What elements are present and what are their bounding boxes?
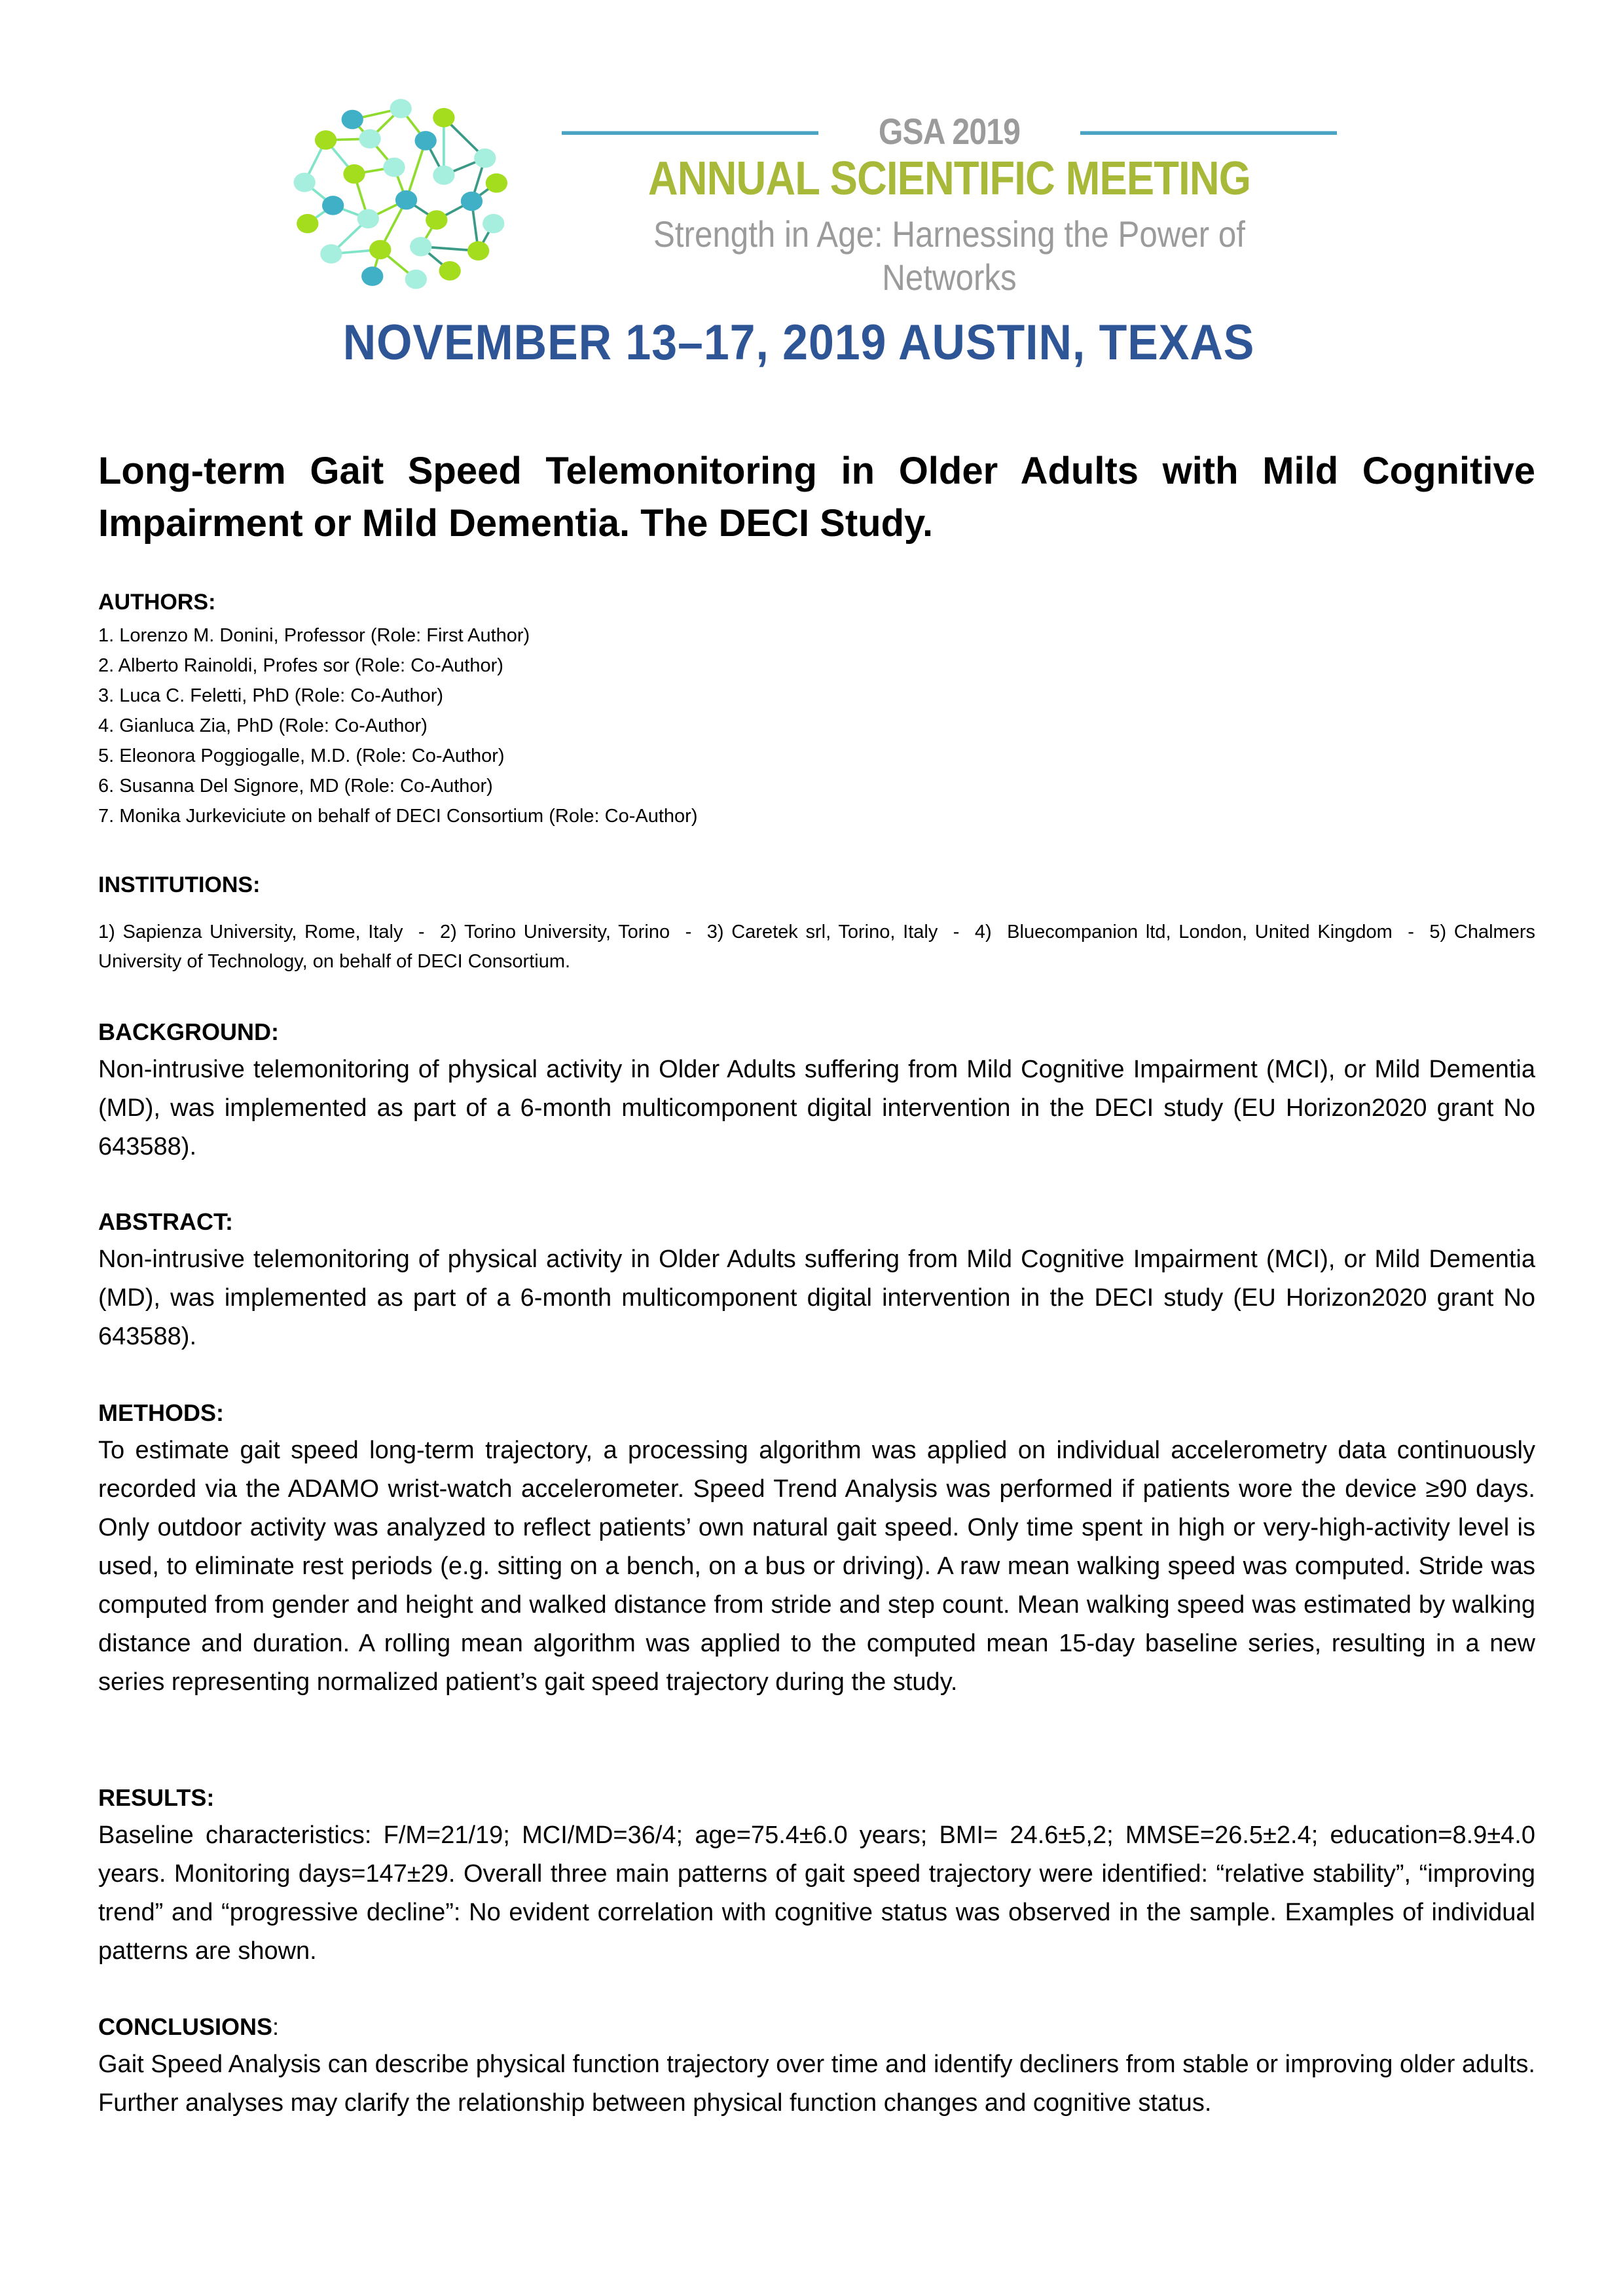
decorative-rule-right [1080, 131, 1337, 135]
event-dates-location: NOVEMBER 13–17, 2019 AUSTIN, TEXAS [342, 315, 1255, 370]
authors-list [98, 620, 1535, 831]
abstract-text: Non-intrusive telemonitoring of physical activity in Older Adults suffering from Mild Cognitive Impairment (MCI), or Mild Dementia (MD), was implemented as part of a 6-month multicomponent digital intervention in the DECI study (EU Horizon2020 grant No 643588). [98, 1246, 1535, 1350]
paper-title: Long-term Gait Speed Telemonitoring in Older Adults with Mild Cognitive Impairment or Mild Dementia. The DECI Study. [98, 450, 1535, 545]
author-item: 1. Lorenzo M. Donini, Professor (Role: First Author) [98, 625, 530, 646]
institutions-heading: INSTITUTIONS: [98, 872, 261, 897]
authors-section [98, 588, 1535, 831]
author-item: 3. Luca C. Feletti, PhD (Role: Co-Author) [98, 685, 444, 706]
event-name: ANNUAL SCIENTIFIC MEETING [647, 152, 1251, 205]
tagline-line-1: Strength in Age: Harnessing the Power of [653, 213, 1246, 255]
methods-heading: METHODS: [98, 1399, 224, 1426]
conclusions-heading-colon: : [272, 2013, 280, 2040]
conclusions-heading-label: CONCLUSIONS [98, 2013, 273, 2040]
results-text: Baseline characteristics: F/M=21/19; MCI/MD=36/4; age=75.4±6.0 years; BMI= 24.6±5,2; MMSE=26.5±2.4; education=8.9±4.0 years. Monitoring days=147±29. Overall three main patterns of gait speed trajectory were identified: “relative stability”, “improving trend” and “progressive decline”: No evident correlation with cognitive status was observed in the sample. Examples of individual patterns are shown. [98, 1821, 1535, 1965]
conclusions-heading [98, 2013, 1535, 2041]
authors-heading: AUTHORS: [98, 590, 216, 615]
author-item: 6. Susanna Del Signore, MD (Role: Co-Author) [98, 776, 493, 797]
institutions-text: 1) Sapienza University, Rome, Italy - 2) Torino University, Torino - 3) Caretek srl, Torino, Italy - 4) Bluecompanion ltd, London, United Kingdom - 5) Chalmers University of Technology, on behalf of DECI Consortium. [98, 922, 1541, 972]
author-item: 5. Eleonora Poggiogalle, M.D. (Role: Co-Author) [98, 745, 505, 766]
conclusions-text: Gait Speed Analysis can describe physical function trajectory over time and identify decliners from stable or improving older adults. Further analyses may clarify the relationship between physical function changes and cognitive status. [98, 2051, 1535, 2117]
results-section [98, 1784, 1535, 1971]
abstract-section [98, 1208, 1535, 1356]
results-heading: RESULTS: [98, 1784, 215, 1811]
network-graph-logo-icon [282, 88, 524, 304]
author-item: 4. Gianluca Zia, PhD (Role: Co-Author) [98, 715, 428, 736]
institutions-section [98, 870, 1541, 977]
tagline-line-2: Networks [882, 257, 1017, 298]
author-item: 7. Monika Jurkeviciute on behalf of DECI Consortium (Role: Co-Author) [98, 806, 698, 827]
event-tagline [610, 213, 1289, 299]
background-section [98, 1018, 1535, 1166]
event-short-name: GSA 2019 [878, 111, 1021, 152]
methods-section [98, 1399, 1535, 1702]
abstract-heading: ABSTRACT: [98, 1208, 233, 1235]
decorative-rule-left [562, 131, 818, 135]
paper-title-block [98, 445, 1535, 550]
background-text: Non-intrusive telemonitoring of physical activity in Older Adults suffering from Mild Cognitive Impairment (MCI), or Mild Dementia (MD), was implemented as part of a 6-month multicomponent digital intervention in the DECI study (EU Horizon2020 grant No 643588). [98, 1056, 1535, 1160]
methods-text: To estimate gait speed long-term trajectory, a processing algorithm was applied on individual accelerometry data continuously recorded via the ADAMO wrist-watch accelerometer. Speed Trend Analysis was performed if patients wore the device ≥90 days. Only outdoor activity was analyzed to reflect patients’ own natural gait speed. Only time spent in high or very-high-activity level is used, to eliminate rest periods (e.g. sitting on a bench, on a bus or driving). A raw mean walking speed was computed. Stride was computed from gender and height and walked distance from stride and step count. Mean walking speed was estimated by walking distance and duration. A rolling mean algorithm was applied to the computed mean 15-day baseline series, resulting in a new series representing normalized patient’s gait speed trajectory during the study. [98, 1437, 1535, 1696]
background-heading: BACKGROUND: [98, 1018, 279, 1045]
conclusions-section [98, 2013, 1535, 2123]
author-item: 2. Alberto Rainoldi, Profes sor (Role: Co-Author) [98, 655, 503, 676]
